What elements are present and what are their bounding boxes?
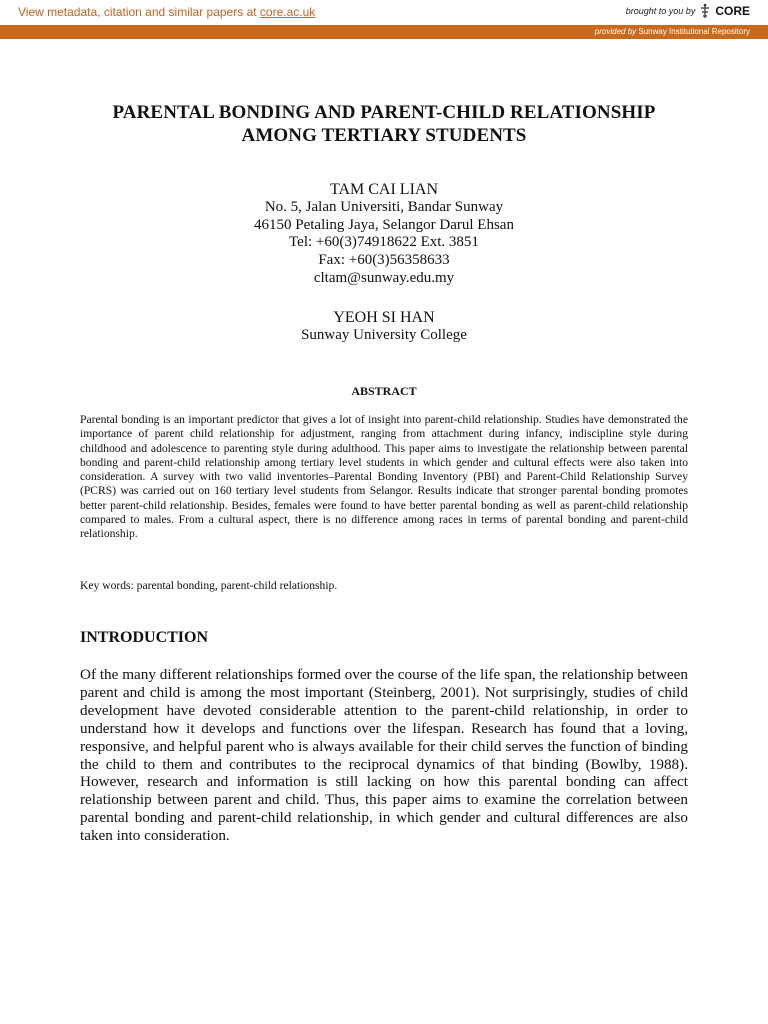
abstract-text: Parental bonding is an important predictor that gives a lot of insight into parent-child relationship. Studies have demonstrated the importance of parent child relationship for adjustment, ranging from attachment during infancy, indiscipline style during childhood and adolescence to parenting style during adulthood. This paper aims to investigate the relationship between parental bonding and parent-child relationship among tertiary level students in which gender and cultural effects were also taken into consideration. A survey with two valid inventories–Parental Bonding Inventory (PBI) and Parent-Child Relationship Survey (PCRS) was carried out on 160 tertiary level students from Selangor. Results indicate that stronger parental bonding promotes better parent-child relationship. Besides, females were found to have better parental bonding as well as parent-child relationship compared to males. From a cultural aspect, there is no difference among races in terms of parental bonding and parent-child relationship.	[80, 413, 688, 541]
author1-name: TAM CAI LIAN	[329, 181, 439, 198]
metadata-notice	[18, 5, 315, 19]
author1-address2: 46150 Petaling Jaya, Selangor Darul Ehsan	[254, 216, 514, 233]
provider-source[interactable]: Sunway Institutional Repository	[638, 27, 750, 36]
author2-affiliation: Sunway University College	[301, 326, 467, 343]
core-banner	[0, 0, 768, 25]
brought-by-text: brought to you by	[625, 6, 696, 16]
provided-by-label: provided by	[594, 27, 637, 36]
paper-title-line1: PARENTAL BONDING AND PARENT-CHILD RELATIONSHIP	[112, 102, 656, 123]
core-logo-icon	[699, 3, 711, 19]
abstract-heading: ABSTRACT	[351, 384, 417, 398]
introduction-heading: INTRODUCTION	[80, 629, 209, 646]
keywords: Key words: parental bonding, parent-child relationship.	[80, 579, 338, 592]
introduction-text: Of the many different relationships formed over the course of the life span, the relationship between parent and child is among the most important (Steinberg, 2001). Not surprisingly, studies of child development have devoted considerable attention to the parent-child relationship, in order to understand how it develops and functions over the lifespan. Research has found that a loving, responsive, and helpful parent who is always available for their child serves the function of binding the child to them and contributes to the reciprocal dynamics of that binding (Bowlby, 1988). However, research and information is still lacking on how this parental bonding can affect relationship between parent and child. Thus, this paper aims to examine the correlation between parental bonding and parent-child relationship, in which gender and cultural differences are also taken into consideration.	[80, 666, 688, 845]
author1-email: cltam@sunway.edu.my	[313, 269, 455, 286]
author1-fax: Fax: +60(3)56358633	[318, 252, 450, 269]
paper-title-line2: AMONG TERTIARY STUDENTS	[241, 125, 527, 146]
metadata-notice-text: View metadata, citation and similar papers at	[18, 5, 260, 19]
provided-by	[595, 27, 750, 36]
core-word: CORE	[715, 4, 750, 18]
author1-block	[0, 181, 768, 288]
paper-title	[0, 101, 768, 147]
author2-name: YEOH SI HAN	[333, 309, 435, 326]
author2-block	[0, 309, 768, 345]
provider-bar	[0, 25, 768, 39]
core-link[interactable]: core.ac.uk	[259, 5, 316, 19]
brought-by[interactable]	[626, 3, 750, 19]
author1-address1: No. 5, Jalan Universiti, Bandar Sunway	[264, 198, 504, 215]
author1-tel: Tel: +60(3)74918622 Ext. 3851	[289, 234, 479, 251]
